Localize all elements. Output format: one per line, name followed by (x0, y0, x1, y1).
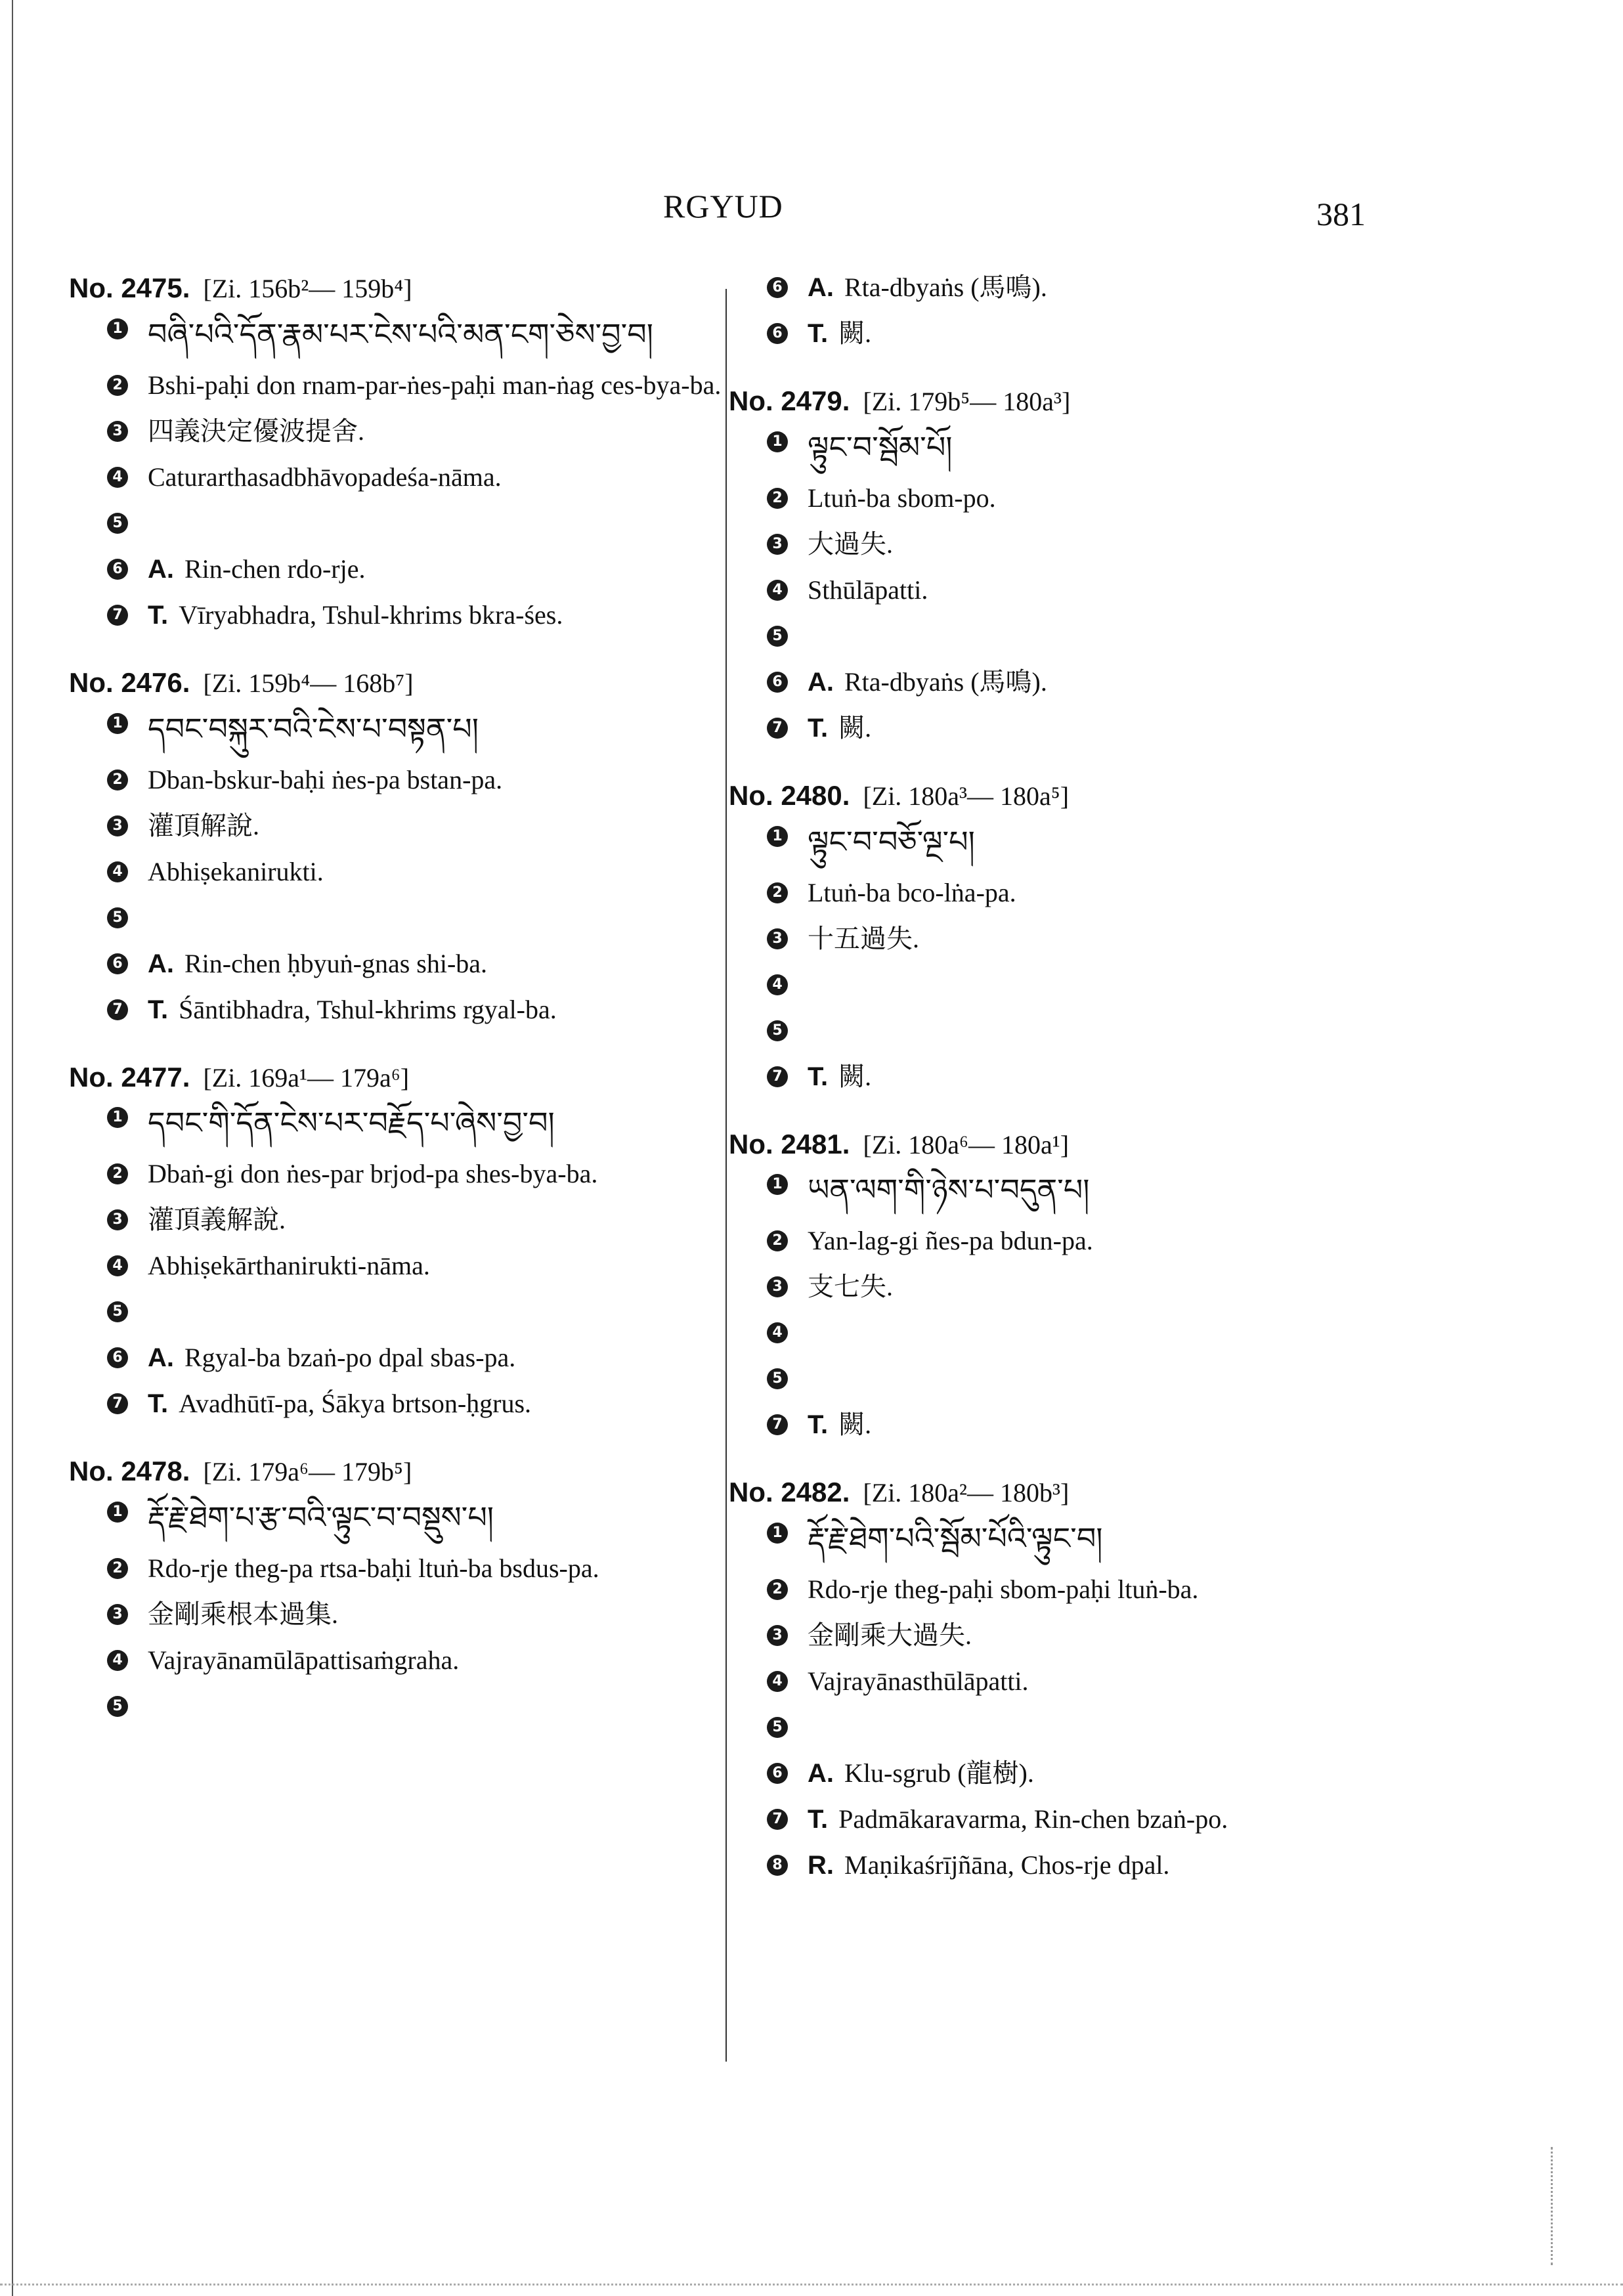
entry-heading (69, 269, 725, 308)
entry-field (107, 991, 725, 1028)
field-text (148, 1550, 725, 1587)
entry-field (767, 423, 1385, 471)
field-value: Caturarthasadbhāvopadeśa-nāma. (148, 462, 502, 492)
field-value: 金剛乘大過失. (808, 1620, 972, 1651)
entry-field (767, 572, 1385, 609)
field-number-bullet: 5 (767, 1368, 788, 1389)
field-value: Vīryabhadra, Tshul-khrims bkra-śes. (179, 599, 563, 630)
entry-field (767, 1571, 1385, 1608)
entry-location: [Zi. 180a⁶— 180a¹] (863, 1129, 1070, 1159)
field-value: Dbaṅ-gi don ṅes-par brjod-pa shes-bya-ba. (148, 1159, 598, 1189)
field-label: A. (808, 667, 834, 697)
entry-field (767, 1709, 1385, 1746)
field-number-bullet: 2 (767, 488, 788, 509)
field-label: R. (808, 1851, 834, 1880)
scan-noise-right (1551, 2147, 1553, 2265)
field-value: 灌頂義解說. (148, 1205, 286, 1235)
field-number-bullet: 5 (107, 907, 128, 928)
entry-field (767, 1360, 1385, 1397)
field-number-bullet: 3 (767, 534, 788, 555)
field-label: T. (148, 1389, 169, 1419)
entry-field (767, 1801, 1385, 1838)
field-text (808, 1058, 1385, 1095)
field-value: ཡན་ལག་གི་ཉེས་པ་བདུན་པ། (808, 1172, 1090, 1208)
field-text (148, 551, 725, 588)
field-number-bullet: 6 (107, 559, 128, 580)
field-value: Dban-bskur-baḥi ṅes-pa bstan-pa. (148, 764, 503, 794)
field-number-bullet: 1 (767, 826, 788, 847)
field-value: རྡོ་རྗེ་ཐེག་པའི་སྦོམ་པོའི་ལྟུང་བ། (808, 1521, 1103, 1557)
entry-field (107, 899, 725, 936)
field-value: དབང་གི་དོན་ངེས་པར་བརྗོད་པ་ཞེས་བྱ་བ། (148, 1105, 555, 1141)
catalog-entry (729, 1473, 1385, 1884)
field-number-bullet: 3 (107, 421, 128, 442)
field-text (808, 875, 1385, 911)
entry-field (767, 1617, 1385, 1654)
field-label: T. (808, 1062, 829, 1091)
field-number-bullet: 3 (107, 815, 128, 836)
field-value: Avadhūtī-pa, Śākya brtson-ḥgrus. (179, 1389, 532, 1419)
field-label: T. (148, 995, 169, 1024)
field-value: Bshi-paḥi don rnam-par-ṅes-paḥi man-ṅag ces-bya-ba. (148, 370, 722, 400)
field-number-bullet: 3 (767, 928, 788, 949)
entry-field (767, 269, 1385, 306)
field-label: T. (808, 319, 829, 348)
column-divider (725, 289, 727, 2062)
field-number-bullet: 1 (107, 713, 128, 734)
field-value: Rin-chen rdo-rje. (184, 553, 366, 584)
field-number-bullet: 3 (107, 1604, 128, 1625)
catalog-entry (69, 1452, 725, 1725)
entry-field (107, 367, 725, 404)
entry-field (767, 664, 1385, 701)
field-number-bullet: 1 (767, 1523, 788, 1544)
entry-heading (69, 1058, 725, 1097)
field-value: 灌頂解說. (148, 810, 259, 840)
entry-field (767, 1166, 1385, 1213)
field-text (148, 459, 725, 496)
entry-field (107, 311, 725, 358)
entry-field (107, 1596, 725, 1633)
field-number-bullet: 4 (107, 467, 128, 488)
entry-field (107, 1247, 725, 1284)
field-label: T. (808, 1410, 829, 1440)
scan-noise-bottom (0, 2284, 1623, 2285)
entry-fields (107, 705, 725, 1028)
field-value: Vajrayānamūlāpattisaṁgraha. (148, 1645, 460, 1676)
entry-field (767, 710, 1385, 747)
entry-field (107, 1494, 725, 1541)
field-number-bullet: 1 (107, 318, 128, 339)
field-number-bullet: 7 (767, 1809, 788, 1830)
entry-field (107, 505, 725, 542)
field-value: Rta-dbyaṅs (馬鳴). (844, 272, 1047, 302)
field-value: Rdo-rje theg-paḥi sbom-paḥi ltuṅ-ba. (808, 1574, 1199, 1605)
field-number-bullet: 2 (767, 1579, 788, 1600)
field-value: 闕. (838, 1061, 872, 1091)
field-number-bullet: 3 (767, 1276, 788, 1297)
entry-field (767, 1755, 1385, 1792)
field-number-bullet: 1 (107, 1502, 128, 1523)
entry-field (767, 1406, 1385, 1443)
entry-fields (767, 818, 1385, 1095)
field-number-bullet: 6 (107, 953, 128, 974)
field-text (148, 854, 725, 890)
field-text (808, 1801, 1385, 1838)
entry-field (767, 875, 1385, 911)
field-value: 四義決定優波提舍. (148, 416, 364, 446)
tibetan-title (148, 705, 725, 752)
entry-heading (729, 777, 1385, 815)
entry-field (107, 1688, 725, 1725)
field-text (148, 597, 725, 634)
entry-number: No. 2475. (69, 272, 190, 303)
field-value: Sthūlāpatti. (808, 574, 928, 605)
field-label: A. (148, 554, 174, 584)
entry-field (107, 854, 725, 890)
field-value: Klu-sgrub (龍樹). (844, 1758, 1034, 1788)
field-text (808, 315, 1385, 352)
field-number-bullet: 7 (767, 1414, 788, 1435)
field-number-bullet: 2 (107, 1558, 128, 1579)
field-text (808, 1223, 1385, 1259)
field-value: བཞི་པའི་དོན་རྣམ་པར་ངེས་པའི་མན་ངག་ཅེས་བྱ་བ། (148, 316, 653, 352)
field-text (148, 991, 725, 1028)
entry-fields (107, 311, 725, 634)
entry-number: No. 2479. (729, 385, 850, 416)
entry-field (767, 818, 1385, 865)
field-text (808, 921, 1385, 957)
field-value: Yan-lag-gi ñes-pa bdun-pa. (808, 1226, 1093, 1256)
field-number-bullet: 4 (107, 861, 128, 882)
entry-field (107, 1339, 725, 1376)
field-number-bullet: 8 (767, 1855, 788, 1876)
right-column (729, 269, 1385, 1914)
entry-field (767, 480, 1385, 517)
entry-field (767, 1223, 1385, 1259)
entry-field (767, 966, 1385, 1003)
tibetan-title (808, 1166, 1385, 1213)
field-text (808, 1663, 1385, 1700)
field-text (148, 1156, 725, 1192)
entry-field (107, 762, 725, 798)
field-text (148, 1247, 725, 1284)
field-number-bullet: 7 (107, 1393, 128, 1414)
field-number-bullet: 2 (107, 375, 128, 396)
entry-field (107, 1202, 725, 1238)
entry-field (767, 526, 1385, 563)
field-value: Abhiṣekanirukti. (148, 856, 324, 886)
entry-field (767, 1058, 1385, 1095)
entry-field (107, 1293, 725, 1330)
field-value: Rgyal-ba bzaṅ-po dpal sbas-pa. (184, 1343, 516, 1373)
entry-field (107, 1385, 725, 1422)
field-text (148, 1642, 725, 1679)
entry-fields (107, 1494, 725, 1725)
field-number-bullet: 2 (767, 882, 788, 903)
field-label: T. (808, 1805, 829, 1834)
entry-field (107, 945, 725, 982)
entry-location: [Zi. 159b⁴— 168b⁷] (203, 668, 414, 698)
field-value: Śāntibhadra, Tshul-khrims rgyal-ba. (179, 994, 557, 1024)
field-label: A. (808, 273, 834, 302)
field-value: 金剛乘根本過集. (148, 1599, 338, 1630)
entry-number: No. 2481. (729, 1128, 850, 1159)
field-value: ལྟུང་བ་བཅོ་ལྔ་པ། (808, 823, 975, 859)
field-text (148, 762, 725, 798)
field-text (808, 480, 1385, 517)
entry-number: No. 2482. (729, 1477, 850, 1508)
entry-field (107, 551, 725, 588)
entry-field (107, 1550, 725, 1587)
field-value: Vajrayānasthūlāpatti. (808, 1666, 1029, 1697)
field-label: A. (808, 1759, 834, 1788)
tibetan-title (808, 423, 1385, 471)
entry-heading (729, 1125, 1385, 1164)
field-number-bullet: 3 (107, 1209, 128, 1230)
field-number-bullet: 5 (107, 1696, 128, 1717)
entry-heading (729, 382, 1385, 421)
tibetan-title (808, 818, 1385, 865)
entry-fields (767, 269, 1385, 352)
tibetan-title (148, 1099, 725, 1146)
field-value: 闕. (838, 712, 872, 743)
entry-fields (767, 1515, 1385, 1884)
entry-field (107, 705, 725, 752)
field-number-bullet: 6 (767, 323, 788, 344)
entry-field (767, 618, 1385, 655)
field-label: A. (148, 949, 174, 978)
entry-field (107, 1099, 725, 1146)
field-number-bullet: 7 (767, 718, 788, 739)
field-text (148, 1339, 725, 1376)
field-text (148, 367, 725, 404)
field-value: Rdo-rje theg-pa rtsa-baḥi ltuṅ-ba bsdus-pa. (148, 1553, 599, 1584)
field-text (808, 1268, 1385, 1305)
entry-field (107, 413, 725, 450)
field-number-bullet: 4 (107, 1255, 128, 1276)
left-column (69, 269, 725, 1755)
entry-fields (767, 1166, 1385, 1443)
tibetan-title (808, 1515, 1385, 1562)
catalog-entry (69, 269, 725, 634)
entry-field (767, 1847, 1385, 1884)
field-number-bullet: 4 (767, 974, 788, 995)
field-number-bullet: 7 (107, 605, 128, 626)
entry-field (767, 921, 1385, 957)
field-text (808, 664, 1385, 701)
entry-heading (69, 664, 725, 703)
field-text (148, 808, 725, 844)
field-text (148, 1202, 725, 1238)
entry-heading (69, 1452, 725, 1491)
entry-number: No. 2477. (69, 1061, 190, 1093)
entry-field (107, 1156, 725, 1192)
field-value: Abhiṣekārthanirukti-nāma. (148, 1251, 430, 1281)
field-text (808, 710, 1385, 747)
field-number-bullet: 2 (107, 769, 128, 791)
field-number-bullet: 6 (767, 1763, 788, 1784)
field-number-bullet: 2 (767, 1230, 788, 1251)
field-number-bullet: 7 (107, 999, 128, 1020)
field-number-bullet: 1 (767, 1174, 788, 1195)
field-text (808, 526, 1385, 563)
catalog-entry (69, 1058, 725, 1423)
field-number-bullet: 4 (767, 1671, 788, 1692)
catalog-entry (69, 664, 725, 1028)
catalog-entry (729, 269, 1385, 352)
field-number-bullet: 2 (107, 1163, 128, 1184)
entry-location: [Zi. 180a³— 180a⁵] (863, 781, 1070, 811)
tibetan-title (148, 311, 725, 358)
entry-field (767, 1314, 1385, 1351)
field-value: Ltuṅ-ba bco-lṅa-pa. (808, 877, 1016, 907)
entry-heading (729, 1473, 1385, 1512)
field-text (808, 1406, 1385, 1443)
field-value: 大過失. (808, 529, 893, 559)
field-number-bullet: 5 (767, 1717, 788, 1738)
field-number-bullet: 4 (767, 580, 788, 601)
entry-location: [Zi. 169a¹— 179a⁶] (203, 1062, 410, 1093)
field-value: Rta-dbyaṅs (馬鳴). (844, 666, 1047, 697)
field-label: T. (148, 600, 169, 630)
entry-location: [Zi. 179a⁶— 179b⁵] (203, 1457, 412, 1487)
field-text (148, 945, 725, 982)
field-value: Ltuṅ-ba sbom-po. (808, 483, 996, 513)
page-number: 381 (1316, 196, 1366, 232)
field-number-bullet: 4 (107, 1650, 128, 1671)
field-text (808, 1847, 1385, 1884)
field-text (808, 269, 1385, 306)
field-text (148, 413, 725, 450)
field-value: 支七失. (808, 1272, 893, 1302)
field-number-bullet: 4 (767, 1322, 788, 1343)
field-value: 十五過失. (808, 923, 919, 953)
entry-field (107, 459, 725, 496)
catalog-entry (729, 382, 1385, 747)
entry-location: [Zi. 156b²— 159b⁴] (203, 274, 412, 303)
field-value: 闕. (838, 1410, 872, 1440)
field-value: རྡོ་རྗེ་ཐེག་པ་རྩ་བའི་ལྟུང་བ་བསྡུས་པ། (148, 1500, 494, 1536)
entry-number: No. 2480. (729, 779, 850, 811)
catalog-entry (729, 1125, 1385, 1444)
field-value: Maṇikaśrījñāna, Chos-rje dpal. (844, 1850, 1170, 1880)
entry-fields (767, 423, 1385, 747)
field-number-bullet: 6 (767, 672, 788, 693)
entry-number: No. 2476. (69, 666, 190, 698)
field-value: དབང་བསྐུར་བའི་ངེས་པ་བསྟན་པ། (148, 710, 479, 747)
field-text (808, 1571, 1385, 1608)
entry-field (107, 597, 725, 634)
field-text (808, 572, 1385, 609)
entry-fields (107, 1099, 725, 1422)
field-text (808, 1755, 1385, 1792)
entry-number: No. 2478. (69, 1456, 190, 1487)
field-number-bullet: 1 (107, 1107, 128, 1128)
field-text (808, 1617, 1385, 1654)
entry-location: [Zi. 179b⁵— 180a³] (863, 387, 1071, 416)
entry-field (107, 1642, 725, 1679)
field-number-bullet: 6 (107, 1347, 128, 1368)
entry-location: [Zi. 180a²— 180b³] (863, 1478, 1070, 1508)
tibetan-title (148, 1494, 725, 1541)
page-header (0, 187, 1623, 233)
field-value: Rin-chen ḥbyuṅ-gnas shi-ba. (184, 948, 488, 978)
field-value: ལྟུང་བ་སྦོམ་པོ། (808, 429, 953, 465)
field-value: 闕. (838, 318, 872, 348)
field-number-bullet: 7 (767, 1066, 788, 1087)
page-edge-line (12, 0, 13, 2296)
field-label: A. (148, 1343, 174, 1373)
field-text (148, 1385, 725, 1422)
entry-field (767, 1012, 1385, 1049)
entry-field (767, 1515, 1385, 1562)
field-number-bullet: 3 (767, 1625, 788, 1646)
entry-field (767, 1663, 1385, 1700)
entry-field (767, 1268, 1385, 1305)
catalog-entry (729, 777, 1385, 1095)
field-value: Padmākaravarma, Rin-chen bzaṅ-po. (838, 1804, 1228, 1834)
field-number-bullet: 5 (107, 1301, 128, 1322)
entry-field (767, 315, 1385, 352)
field-number-bullet: 6 (767, 277, 788, 298)
field-label: T. (808, 713, 829, 743)
running-title: RGYUD (663, 188, 783, 225)
field-number-bullet: 5 (767, 626, 788, 647)
field-number-bullet: 1 (767, 431, 788, 452)
entry-field (107, 808, 725, 844)
field-number-bullet: 5 (107, 513, 128, 534)
field-number-bullet: 5 (767, 1020, 788, 1041)
field-text (148, 1596, 725, 1633)
